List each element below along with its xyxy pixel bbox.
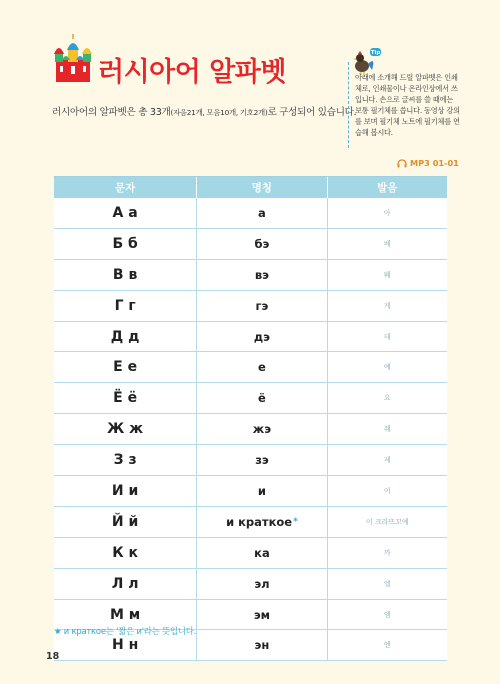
name-cell	[197, 569, 327, 599]
intro-main: 러시아어의 알파벳은 총 33개	[52, 107, 171, 118]
name-text: эл	[254, 576, 270, 591]
letter-cell: Й й	[54, 507, 197, 537]
headphones-icon	[397, 159, 407, 168]
name-cell	[197, 260, 327, 290]
name-text: гэ	[255, 298, 269, 313]
letter-cell: З з	[54, 445, 197, 475]
intro-text	[52, 104, 356, 118]
name-cell	[197, 630, 327, 660]
name-cell	[197, 383, 327, 413]
name-text: эм	[253, 607, 271, 622]
name-cell	[197, 229, 327, 259]
tip-box	[348, 62, 459, 148]
name-cell	[197, 600, 327, 630]
mp3-label[interactable]	[397, 158, 459, 168]
pronunciation-cell: 데	[383, 332, 391, 341]
pronunciation-cell: 아	[383, 208, 391, 217]
table-header	[54, 177, 447, 198]
name-text: ё	[258, 391, 266, 406]
page-number: 18	[46, 651, 60, 662]
footnote-star-icon: *	[293, 516, 298, 527]
header-letter: 문자	[54, 177, 197, 198]
pronunciation-cell: 엘	[383, 579, 391, 588]
pronunciation-cell: 예	[383, 363, 391, 372]
pronunciation-cell: 줴	[383, 425, 391, 434]
pronunciation-cell: 베	[383, 239, 391, 248]
letter-cell: Б б	[54, 229, 197, 259]
table-row	[54, 569, 447, 600]
name-text: зэ	[255, 453, 269, 468]
mp3-text: MP3 01-01	[410, 158, 459, 168]
pronunciation-cell: 요	[383, 394, 391, 403]
name-text: е	[258, 360, 266, 375]
intro-small: (자음21개, 모음10개, 기호2개)	[170, 108, 268, 117]
table-row	[54, 198, 447, 229]
name-text: эн	[254, 638, 270, 653]
name-text: и краткое	[226, 514, 293, 529]
intro-end: 로 구성되어 있습니다.	[267, 107, 357, 118]
name-cell	[197, 322, 327, 352]
table-body	[54, 198, 447, 661]
name-text: вэ	[254, 267, 269, 282]
pronunciation-cell: 제	[383, 456, 391, 465]
letter-cell: Л л	[54, 569, 197, 599]
name-cell	[197, 291, 327, 321]
table-row	[54, 414, 447, 445]
letter-cell: Н н	[54, 630, 197, 660]
name-text: а	[258, 205, 266, 220]
tip-badge: Tip	[370, 50, 381, 56]
letter-cell: Г г	[54, 291, 197, 321]
kremlin-icon	[50, 32, 96, 84]
pronunciation-cell: 까	[383, 548, 391, 557]
page-title: 러시아어 알파벳	[98, 57, 286, 88]
name-cell	[197, 476, 327, 506]
pronunciation-cell: 붸	[383, 270, 391, 279]
pronunciation-cell: 이 크라뜨꼬예	[365, 517, 409, 526]
name-text: ка	[254, 545, 270, 560]
table-row	[54, 383, 447, 414]
letter-cell: А а	[54, 198, 197, 228]
name-cell	[197, 507, 327, 537]
table-row	[54, 445, 447, 476]
name-cell	[197, 352, 327, 382]
letter-cell: Ё ё	[54, 383, 197, 413]
table-row	[54, 260, 447, 291]
table-row	[54, 229, 447, 260]
letter-cell: М м	[54, 600, 197, 630]
tip-text: 아래에 소개해 드릴 알파벳은 인쇄체로, 인쇄물이나 온라인상에서 쓰입니다. 손으로 글씨를 쓸 때에는 보통 필기체를 씁니다. 동영상 강의를 보며 필기체 노트에 필기체를 연습해 봅시다.	[355, 73, 460, 137]
name-cell	[197, 538, 327, 568]
table-row	[54, 322, 447, 353]
name-text: бэ	[254, 236, 270, 251]
name-text: дэ	[253, 329, 270, 344]
pronunciation-cell: 게	[383, 301, 391, 310]
footnote: ★ и краткое는 '짧은 и'라는 뜻입니다.	[54, 626, 197, 636]
letter-cell: Е е	[54, 352, 197, 382]
pronunciation-cell: 엠	[383, 610, 391, 619]
header-name: 명칭	[197, 177, 327, 198]
table-row	[54, 291, 447, 322]
letter-cell: Д д	[54, 322, 197, 352]
name-text: и	[257, 483, 266, 498]
name-cell	[197, 414, 327, 444]
letter-cell: Ж ж	[54, 414, 197, 444]
name-cell	[197, 445, 327, 475]
pronunciation-cell: 이	[383, 486, 391, 495]
table-row	[54, 476, 447, 507]
name-cell	[197, 198, 327, 228]
table-row	[54, 507, 447, 538]
header-pronunciation: 발음	[377, 182, 398, 194]
table-row	[54, 538, 447, 569]
letter-cell: И и	[54, 476, 197, 506]
pronunciation-cell: 엔	[383, 641, 391, 650]
name-text: жэ	[252, 422, 272, 437]
table-row	[54, 352, 447, 383]
alphabet-table	[54, 176, 447, 661]
letter-cell: К к	[54, 538, 197, 568]
letter-cell: В в	[54, 260, 197, 290]
